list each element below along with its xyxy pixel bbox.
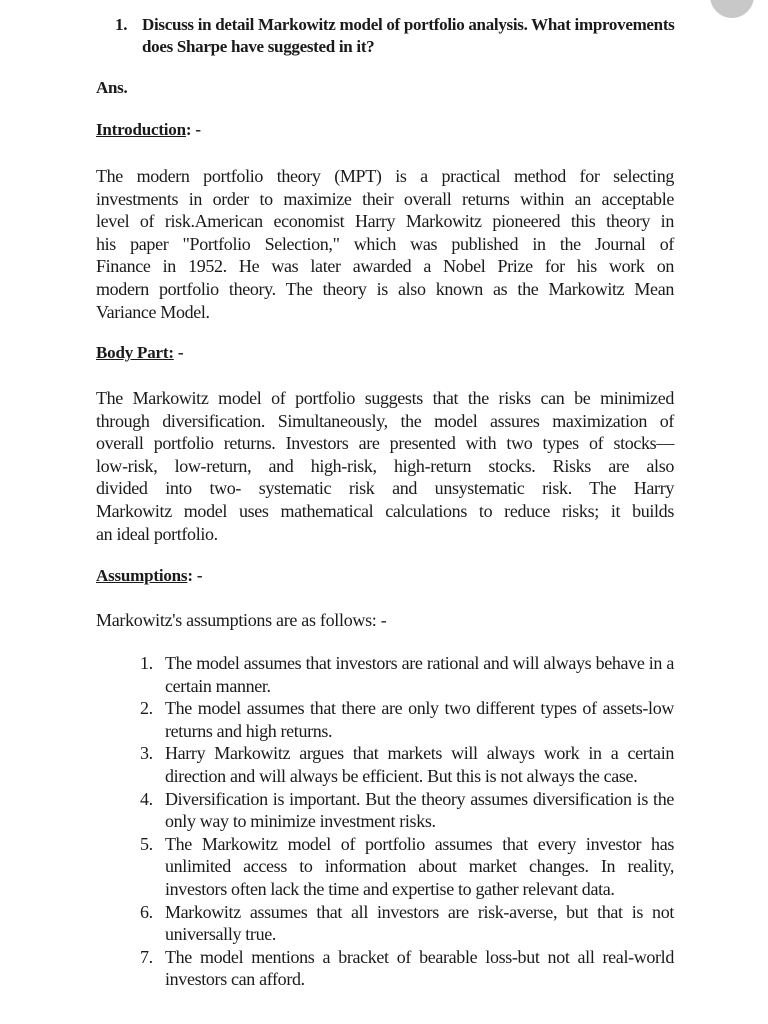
introduction-heading <box>96 120 201 140</box>
list-item-number: 4. <box>140 788 153 809</box>
body-part-heading-suffix: - <box>173 343 184 362</box>
list-item-number: 3. <box>140 743 153 764</box>
paragraph-line: investments in order to maximize their overall returns within an acceptable <box>96 188 674 209</box>
list-item-text: The model assumes that investors are rational and will always behave in a certain manner. <box>165 653 674 696</box>
list-item-text: Diversification is important. But the theory assumes diversification is the only way to minimize investment risks. <box>165 788 674 832</box>
paragraph-line: his paper "Portfolio Selection," which was published in the Journal of <box>96 233 674 254</box>
paragraph-line: overall portfolio returns. Investors are presented with two types of stocks— <box>96 433 674 454</box>
paragraph-line: The modern portfolio theory (MPT) is a practical method for selecting <box>96 166 674 186</box>
list-item-text: The model mentions a bracket of bearable loss-but not all real-world investors can afford. <box>165 946 674 990</box>
body-part-heading-text: Body Part: <box>96 343 174 362</box>
introduction-heading-suffix: : - <box>185 120 201 139</box>
list-item <box>140 652 674 697</box>
list-item-number: 1. <box>140 653 153 673</box>
paragraph-line: Markowitz model uses mathematical calculations to reduce risks; it builds <box>96 500 674 521</box>
introduction-paragraph <box>96 165 674 323</box>
list-item <box>140 788 674 833</box>
list-item-number: 7. <box>140 946 153 967</box>
assumptions-heading-text: Assumptions <box>96 566 188 585</box>
paragraph-line: divided into two- systematic risk and unsystematic risk. The Harry <box>96 478 674 499</box>
list-item-text: Markowitz assumes that all investors are risk-averse, but that is not universally true. <box>165 901 674 945</box>
list-item-text: The model assumes that there are only two different types of assets-low returns and high returns. <box>165 698 674 741</box>
list-item <box>140 833 674 901</box>
introduction-heading-text: Introduction <box>96 120 186 139</box>
list-item-text: The Markowitz model of portfolio assumes that every investor has unlimited access to information about market changes. In reality, investors often lack the time and expertise to gather relevant data. <box>165 833 674 899</box>
paragraph-line: Variance Model. <box>96 301 210 322</box>
assumptions-heading <box>96 566 202 586</box>
list-item <box>140 901 674 946</box>
paragraph-line: an ideal portfolio. <box>96 523 218 544</box>
body-part-paragraph <box>96 387 674 545</box>
list-item-number: 5. <box>140 833 153 854</box>
paragraph-line: low-risk, low-return, and high-risk, high-return stocks. Risks are also <box>96 455 674 476</box>
paragraph-line: through diversification. Simultaneously, the model assures maximization of <box>96 410 674 431</box>
answer-label: Ans. <box>96 78 128 97</box>
paragraph-line: The Markowitz model of portfolio suggests that the risks can be minimized <box>96 388 674 408</box>
list-item-number: 2. <box>140 698 153 719</box>
assumptions-intro: Markowitz's assumptions are as follows: - <box>96 610 387 630</box>
question <box>115 14 675 58</box>
list-item-number: 6. <box>140 901 153 922</box>
paragraph-line: modern portfolio theory. The theory is also known as the Markowitz Mean <box>96 278 674 299</box>
list-item <box>140 697 674 742</box>
list-item-text: Harry Markowitz argues that markets will always work in a certain direction and will always be efficient. But this is not always the case. <box>165 743 674 786</box>
question-text: Discuss in detail Markowitz model of portfolio analysis. What improvements does Sharpe have suggested in it? <box>142 15 675 56</box>
list-item <box>140 946 674 991</box>
body-part-heading <box>96 343 183 363</box>
paragraph-line: level of risk.American economist Harry Markowitz pioneered this theory in <box>96 211 674 232</box>
question-number: 1. <box>115 15 128 34</box>
list-item <box>140 742 674 787</box>
assumptions-heading-suffix: : - <box>187 566 203 585</box>
paragraph-line: Finance in 1952. He was later awarded a Nobel Prize for his work on <box>96 256 674 277</box>
assumptions-list <box>140 652 674 991</box>
